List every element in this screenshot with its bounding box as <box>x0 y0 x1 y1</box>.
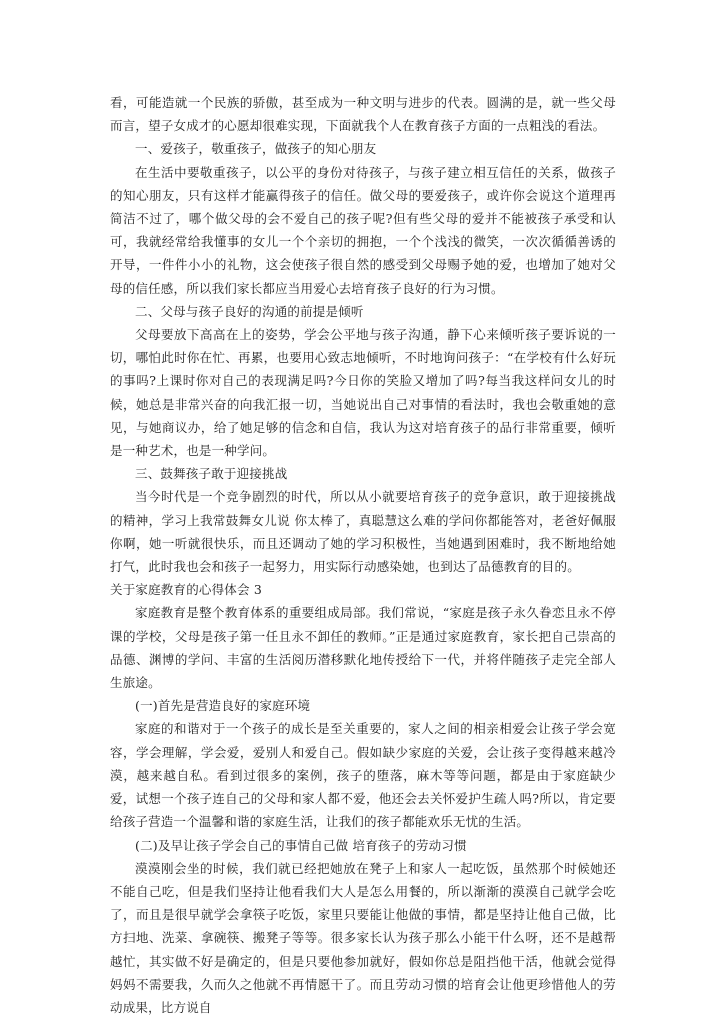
paragraph-family-education: 家庭教育是整个教育体系的重要组成局部。我们常说，“家庭是孩子永久眷恋且永不停课的学校，父母是孩子第一任且永不卸任的教师。”正是通过家庭教育，家长把自己崇高的品德、渊博的学问、丰富的生活阅历潜移默化地传授给下一代，并将伴随孩子走完全部人生旅途。 <box>110 605 616 691</box>
paragraph-listening: 父母要放下高高在上的姿势，学会公平地与孩子沟通，静下心来倾听孩子要诉说的一切，哪怕此时你在忙、再累，也要用心致志地倾听，不时地询问孩子：“在学校有什么好玩的事吗?上课时你对自己的表现满足吗?今日你的笑脸又增加了吗?每当我这样问女儿的时候，她总是非常兴奋的向我汇报一切，当她说出自己对事情的看法时，我也会敬重她的意见，与她商议办，给了她足够的信念和自信，我认为这对培育孩子的品行非常重要，倾听是一种艺术，也是一种学问。 <box>110 327 616 459</box>
paragraph-respect: 在生活中要敬重孩子，以公平的身份对待孩子，与孩子建立相互信任的关系，做孩子的知心朋友，只有这样才能赢得孩子的信任。做父母的要爱孩子，或许你会说这个道理再简洁不过了，哪个做父母的会不爱自己的孩子呢?但有些父母的爱并不能被孩子承受和认可，我就经常给我懂事的女儿一个个亲切的拥抱，一个个浅浅的微笑，一次次循循善诱的开导，一件件小小的礼物，这会使孩子很自然的感受到父母赐予她的爱，也增加了她对父母的信任感，所以我们家长都应当用爱心去培育孩子良好的行为习惯。 <box>110 164 616 296</box>
section-heading-2: 二、父母与孩子良好的沟通的前提是倾听 <box>135 303 364 319</box>
paragraph-continuation: 看，可能造就一个民族的骄傲，甚至成为一种文明与进步的代表。圆满的是，就一些父母而言，望子女成才的心愿却很难实现，下面就我个人在教育孩子方面的一点粗浅的看法。 <box>110 95 616 134</box>
paragraph-challenge: 当今时代是一个竞争剧烈的时代，所以从小就要培育孩子的竞争意识，敢于迎接挑战的精神，学习上我常鼓舞女儿说 你太棒了，真聪慧这么难的学问你都能答对，老爸好佩服你啊，她一听就很快乐，而且还调动了她的学习积极性，当她遇到困难时，我不断地给她打气，此时我也会和孩子一起努力，用实际行动感染她，也到达了品德教育的目的。 <box>110 489 616 575</box>
paragraph-family-environment: 家庭的和谐对于一个孩子的成长是至关重要的，家人之间的相亲相爱会让孩子学会宽容，学会理解，学会爱，爱别人和爱自己。假如缺少家庭的关爱，会让孩子变得越来越冷漠，越来越自私。看到过很多的案例，孩子的堕落，麻木等等问题，都是由于家庭缺少爱，试想一个孩子连自己的父母和家人都不爱，他还会去关怀爱护生疏人吗?所以，肯定要给孩子营造一个温馨和谐的家庭生活，让我们的孩子都能欢乐无忧的生活。 <box>110 721 616 830</box>
subsection-heading-1: (一)首先是营造良好的家庭环境 <box>135 698 311 714</box>
section-heading-3: 三、鼓舞孩子敢于迎接挑战 <box>135 466 288 482</box>
subsection-heading-2: (二)及早让孩子学会自己的事情自己做 培育孩子的劳动习惯 <box>135 837 467 853</box>
section-heading-1: 一、爱孩子，敬重孩子，做孩子的知心朋友 <box>135 141 377 157</box>
document-page <box>110 91 616 1019</box>
paragraph-labor-habits: 漠漠刚会坐的时候，我们就已经把她放在凳子上和家人一起吃饭，虽然那个时候她还不能自己吃，但是我们坚持让他看我们大人是怎么用餐的，所以渐渐的漠漠自己就学会吃了，而且是很早就学会拿筷子吃饭，家里只要能让他做的事情，都是坚持让他自己做，比方扫地、洗菜、拿碗筷、搬凳子等等。很多家长认为孩子那么小能干什么呀，还不是越帮越忙，其实做不好是确定的，但是只要他参加就好，假如你总是阻挡他干活，他就会觉得妈妈不需要我，久而久之他就不再情愿干了。而且劳动习惯的培育会让他更珍惜他人的劳动成果，比方说自 <box>110 860 616 1015</box>
article-title: 关于家庭教育的心得体会 3 <box>110 582 263 598</box>
